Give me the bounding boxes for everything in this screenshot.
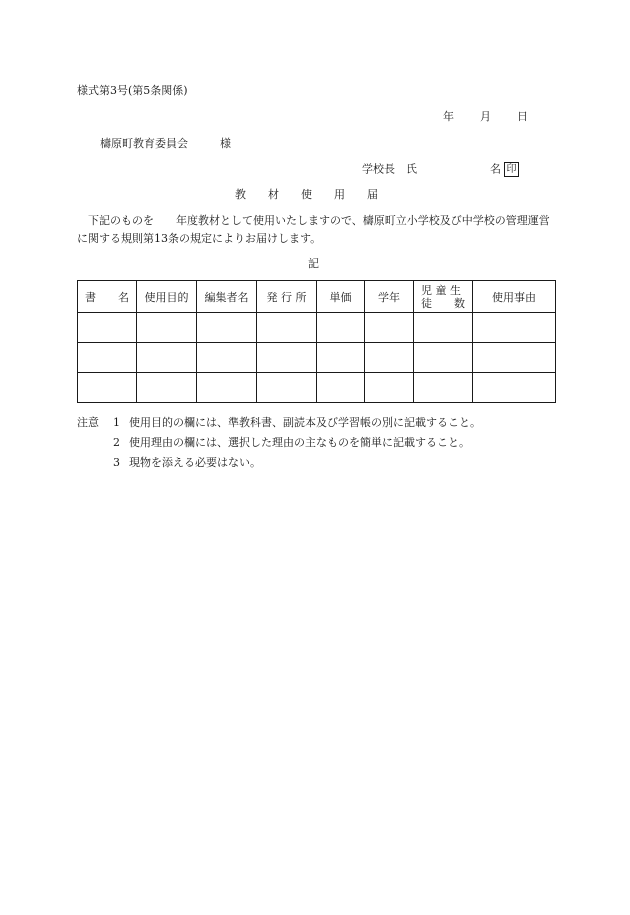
header-unit-price: 単価	[317, 281, 365, 313]
table-cell[interactable]	[78, 343, 137, 373]
table-cell[interactable]	[317, 373, 365, 403]
table-cell[interactable]	[257, 313, 317, 343]
table-cell[interactable]	[197, 343, 257, 373]
date-line	[443, 110, 528, 124]
table-cell[interactable]	[414, 343, 473, 373]
table-row	[78, 373, 556, 403]
note-number: 2	[113, 436, 120, 449]
principal-name-suffix: 名	[490, 162, 501, 176]
header-student-count	[414, 281, 473, 313]
table-row	[78, 313, 556, 343]
table-cell[interactable]	[473, 373, 556, 403]
header-book-name: 書 名	[78, 281, 137, 313]
table-cell[interactable]	[414, 373, 473, 403]
table-cell[interactable]	[137, 343, 197, 373]
note-text: 現物を添える必要はない。	[129, 456, 261, 469]
table-header-row	[78, 281, 556, 313]
header-editor: 編集者名	[197, 281, 257, 313]
table-cell[interactable]	[137, 313, 197, 343]
principal-line	[362, 162, 519, 177]
table-cell[interactable]	[257, 343, 317, 373]
table-cell[interactable]	[365, 313, 414, 343]
table-cell[interactable]	[365, 343, 414, 373]
table-cell[interactable]	[473, 343, 556, 373]
table-cell[interactable]	[197, 373, 257, 403]
date-month: 月	[480, 110, 491, 123]
note-text: 使用理由の欄には、選択した理由の主なものを簡単に記載すること。	[129, 436, 470, 449]
table-cell[interactable]	[137, 373, 197, 403]
addressee	[100, 137, 231, 151]
header-grade: 学年	[365, 281, 414, 313]
table-cell[interactable]	[365, 373, 414, 403]
addressee-name: 檮原町教育委員会	[100, 137, 188, 150]
document-title: 教 材 使 用 届	[235, 188, 378, 201]
table-cell[interactable]	[317, 343, 365, 373]
textbook-table	[77, 280, 556, 403]
note-number: 1	[113, 416, 120, 429]
seal-mark: 印	[504, 162, 519, 177]
form-number: 様式第3号(第5条関係)	[77, 84, 188, 97]
table-cell[interactable]	[197, 313, 257, 343]
table-cell[interactable]	[317, 313, 365, 343]
table-row	[78, 343, 556, 373]
note-item	[77, 453, 481, 473]
header-student-count-line1: 児 童 生	[421, 283, 461, 297]
student-count-label	[421, 284, 465, 310]
note-item	[77, 413, 481, 433]
notes-label: 注意	[77, 416, 99, 429]
note-item	[77, 433, 481, 453]
table-cell[interactable]	[78, 373, 137, 403]
date-year: 年	[443, 110, 454, 123]
header-purpose: 使用目的	[137, 281, 197, 313]
notes	[77, 413, 481, 473]
principal-label: 学校長 氏	[362, 162, 417, 176]
note-text: 使用目的の欄には、準教科書、副読本及び学習帳の別に記載すること。	[129, 416, 481, 429]
body-text: 下記のものを 年度教材として使用いたしますので、檮原町立小学校及び中学校の管理運営に関する規則第13条の規定によりお届けします。	[77, 214, 550, 245]
header-student-count-line2: 徒 数	[421, 296, 465, 310]
table-cell[interactable]	[414, 313, 473, 343]
header-reason: 使用事由	[473, 281, 556, 313]
table-cell[interactable]	[257, 373, 317, 403]
date-day: 日	[517, 110, 528, 123]
ki-heading: 記	[308, 257, 319, 270]
addressee-honorific: 様	[220, 137, 231, 150]
table-cell[interactable]	[78, 313, 137, 343]
header-publisher: 発 行 所	[257, 281, 317, 313]
note-number: 3	[113, 456, 120, 469]
table-cell[interactable]	[473, 313, 556, 343]
